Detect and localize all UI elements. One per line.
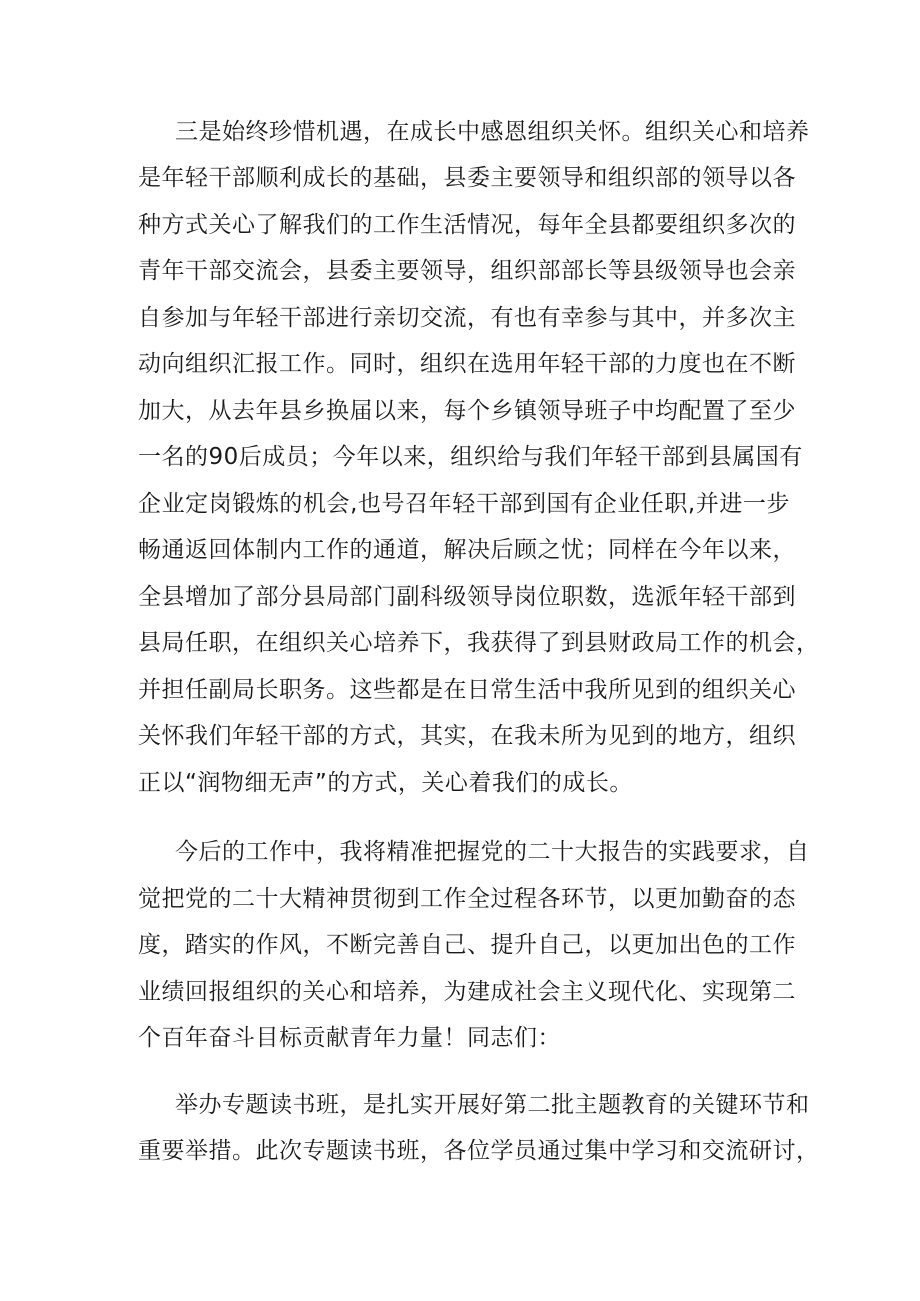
- text-line: 觉把党的二十大精神贯彻到工作全过程各环节，以更加勤奋的态: [138, 886, 796, 912]
- text-line: 是年轻干部顺利成长的基础，县委主要领导和组织部的领导以各: [138, 165, 796, 191]
- text-line: 畅通返回体制内工作的通道，解决后顾之忧；同样在今年以来，: [138, 537, 796, 563]
- text-line: 动向组织汇报工作。同时，组织在选用年轻干部的力度也在不断: [138, 351, 796, 377]
- text-line: 三是始终珍惜机遇，在成长中感恩组织关怀。组织关心和培养: [175, 119, 810, 145]
- text-line: 加大，从去年县乡换届以来，每个乡镇领导班子中均配置了至少: [138, 398, 796, 424]
- text-line: 并担任副局长职务。这些都是在日常生活中我所见到的组织关心: [138, 677, 796, 703]
- text-line: 青年干部交流会，县委主要领导，组织部部长等县级领导也会亲: [138, 258, 796, 284]
- text-line: 重要举措。此次专题读书班，各位学员通过集中学习和交流研讨，: [138, 1138, 820, 1164]
- text-line: 自参加与年轻干部进行亲切交流，有也有幸参与其中，并多次主: [138, 305, 796, 331]
- text-line: 一名的90后成员；今年以来，组织给与我们年轻干部到县属国有: [138, 444, 803, 470]
- text-line: 全县增加了部分县局部门副科级领导岗位职数，选派年轻干部到: [138, 584, 796, 610]
- text-line: 今后的工作中，我将精准把握党的二十大报告的实践要求，自: [175, 839, 810, 865]
- text-line: 正以“润物细无声”的方式，关心着我们的成长。: [138, 770, 633, 796]
- text-line: 业绩回报组织的关心和培养，为建成社会主义现代化、实现第二: [138, 979, 796, 1005]
- text-line: 举办专题读书班，是扎实开展好第二批主题教育的关键环节和: [175, 1092, 810, 1118]
- text-line: 个百年奋斗目标贡献青年力量！同志们：: [138, 1025, 561, 1051]
- text-line: 关怀我们年轻干部的方式，其实，在我未所为见到的地方，组织: [138, 723, 796, 749]
- text-line: 种方式关心了解我们的工作生活情况，每年全县都要组织多次的: [138, 212, 796, 238]
- text-line: 企业定岗锻炼的机会,也号召年轻干部到国有企业任职,并进一步: [138, 491, 790, 517]
- text-line: 度，踏实的作风，不断完善自己、提升自己，以更加出色的工作: [138, 932, 796, 958]
- text-line: 县局任职，在组织关心培养下，我获得了到县财政局工作的机会，: [138, 630, 820, 656]
